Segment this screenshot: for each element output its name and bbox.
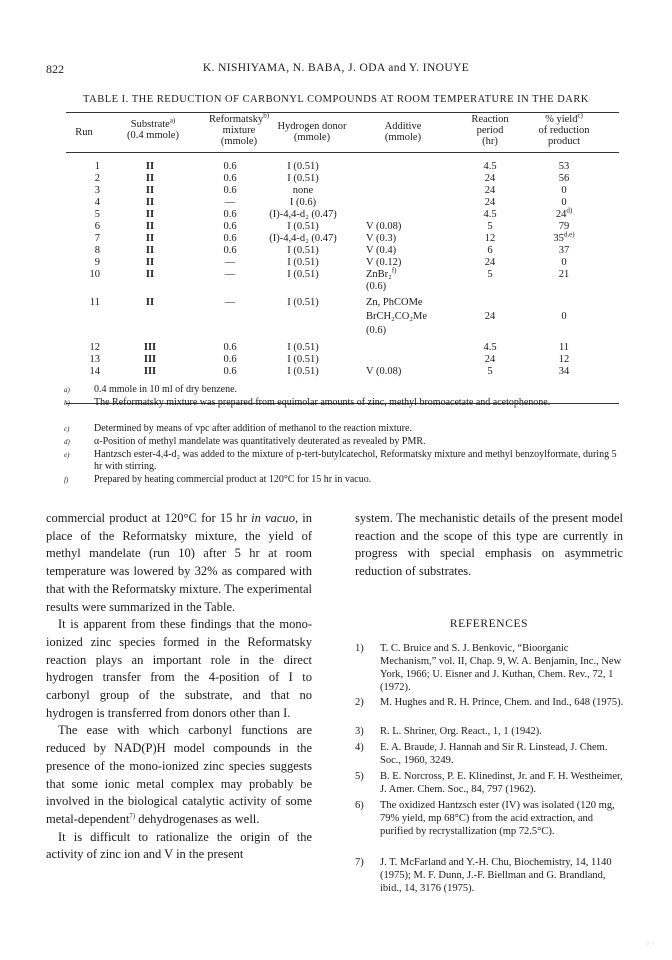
footnote: c) Determined by means of vpc after addition of methanol to the reaction mixture.	[64, 423, 412, 434]
table-row-continuation: (0.6)	[366, 325, 387, 336]
footnote: e) Hantzsch ester-4,4-d₂ was added to the mixture of p-tert-butylcatechol, Reformatsky mixture and methyl benzoylformate, during 5 hr with stirring.	[64, 449, 617, 472]
reference-item: 1) T. C. Bruice and S. J. Benkovic, “Bioorganic Mechanism,” vol. II, Chap. 9, W. A. Benjamin, Inc., New York, 1966; U. Eisner and J. Kuthan, Chem. Rev., 72, 1 (1972).	[355, 643, 622, 693]
footnote: f) Prepared by heating commercial product at 120°C for 15 hr in vacuo.	[64, 474, 372, 485]
page-number: 822	[46, 62, 64, 76]
footnote: a) 0.4 mmole in 10 ml of dry benzene.	[64, 384, 238, 395]
footnote: b) The Reformatsky mixture was prepared from equimolar amounts of zinc, methyl bromoacetate and acetophenone.	[64, 397, 551, 408]
reference-item: 5) B. E. Norcross, P. E. Klinedinst, Jr. and F. H. Westheimer, J. Amer. Chem. Soc., 84, 797 (1962).	[355, 771, 623, 795]
header-yield-reduction: of reduction	[538, 125, 590, 136]
reference-item: 2) M. Hughes and R. H. Prince, Chem. and Ind., 648 (1975).	[355, 697, 624, 708]
header-substrate: Substrate$^{a)}$	[130, 116, 176, 130]
header-reformatsky-unit: (mmole)	[220, 136, 258, 147]
table-header-rule	[66, 152, 619, 153]
header-substrate-unit: (0.4 mmole)	[127, 130, 179, 141]
reference-item: 7) J. T. McFarland and Y.-H. Chu, Biochemistry, 14, 1140 (1975); M. F. Dunn, J.-F. Biellman and G. Brandland, ibid., 14, 3176 (1975).	[355, 857, 612, 894]
table-row-continuation: (0.6)	[366, 281, 387, 292]
table-row: 5 II 0.6 (I)-4,4-d₂ (0.47) 4.5 24$^{d)}$	[94, 206, 573, 220]
reference-item: 3) R. L. Shriner, Org. React., 1, 1 (1942).	[355, 726, 542, 737]
table-row: 7 II 0.6 (I)-4,4-d₂ (0.47) V (0.3) 12 35$^{d,e)}$	[94, 230, 575, 244]
header-additive: Additive	[384, 121, 422, 132]
paragraph: commercial product at 120°C for 15 hr in vacuo, in place of the Reformatsky mixture, the yield of methyl mandelate (run 10) after 5 hr at room temperature was lowered by 32% as compared with that with the Reformatsky mixture. The experimental results were summarized in the Table.	[46, 511, 313, 614]
table-row: 9 II — I (0.51) V (0.12) 24 0	[94, 257, 567, 268]
table-row: 8 II 0.6 I (0.51) V (0.4) 6 37	[94, 245, 570, 256]
header-period-unit: (hr)	[482, 136, 498, 147]
header-yield: % yield$^{c)}$	[545, 111, 583, 125]
table-row: 4 II — I (0.6) 24 0	[94, 197, 567, 208]
header-period: period	[476, 125, 504, 136]
table-row: 1 II 0.6 I (0.51) 4.5 53	[94, 161, 570, 172]
reference-item: 6) The oxidized Hantzsch ester (IV) was isolated (120 mg, 79% yield, mp 68°C) from the acid extraction, and purified by recrystallization (mp 72.5°C).	[355, 800, 615, 837]
header-yield-product: product	[547, 136, 581, 147]
header-hydrogen-donor: Hydrogen donor	[277, 121, 347, 132]
running-head: K. NISHIYAMA, N. BABA, J. ODA and Y. INOUYE	[202, 62, 470, 74]
right-column-text	[355, 510, 623, 581]
table-row: 6 II 0.6 I (0.51) V (0.08) 5 79	[94, 221, 570, 232]
header-run: Run	[75, 127, 93, 138]
header-reformatsky: Reformatsky$^{b)}$	[208, 111, 270, 125]
left-column-text	[46, 510, 312, 864]
references-heading: REFERENCES	[449, 618, 529, 630]
table-row: 14 III 0.6 I (0.51) V (0.08) 5 34	[89, 366, 570, 377]
table-top-rule	[66, 112, 619, 113]
table-row: 3 II 0.6 none 24 0	[94, 185, 567, 196]
reference-item: 4) E. A. Braude, J. Hannah and Sir R. Linstead, J. Chem. Soc., 1960, 3249.	[355, 742, 608, 766]
table-row-continuation: BrCH₂CO₂Me 24 0	[366, 311, 567, 322]
paragraph: The ease with which carbonyl functions are reduced by NAD(P)H model compounds in the presence of the mono-ionized zinc species suggests that some ionic metal complex may probably be involved in the biological catalytic activity of some metal-dependent$^{7)}$ dehydrogenases as well.	[46, 723, 312, 826]
table-row: 11 II — I (0.51) Zn, PhCOMe	[89, 297, 423, 308]
header-hydrogen-unit: (mmole)	[293, 132, 331, 143]
header-reformatsky-mixture: mixture	[222, 125, 256, 136]
scan-artifact-icon: ◦ ◦	[646, 939, 654, 948]
table-row: 2 II 0.6 I (0.51) 24 56	[94, 173, 570, 184]
paragraph: system. The mechanistic details of the present model reaction and the scope of this type are currently in progress with special emphasis on asymmetric reduction of substrates.	[355, 511, 623, 579]
table-row: 12 III 0.6 I (0.51) 4.5 11	[89, 342, 570, 353]
header-additive-unit: (mmole)	[384, 132, 422, 143]
paragraph: It is difficult to rationalize the origin of the activity of zinc ion and V in the present	[46, 829, 312, 862]
footnote: d) α-Position of methyl mandelate was quantitatively deuterated as revealed by PMR.	[64, 436, 426, 447]
table-row: 13 III 0.6 I (0.51) 24 12	[89, 354, 570, 365]
table-caption: TABLE I. THE REDUCTION OF CARBONYL COMPOUNDS AT ROOM TEMPERATURE IN THE DARK	[83, 94, 589, 105]
table-row: 10 II — I (0.51) ZnBr₂$^{f)}$ 5 21	[89, 266, 570, 280]
header-reaction: Reaction	[471, 114, 509, 125]
paragraph: It is apparent from these findings that the mono-ionized zinc species formed in the Reformatsky reaction plays an important role in the direct hydrogen transfer from the 4-position of I to carbonyl group of the substrate, and that no hydrogen is transferred from donors other than I.	[46, 617, 312, 720]
